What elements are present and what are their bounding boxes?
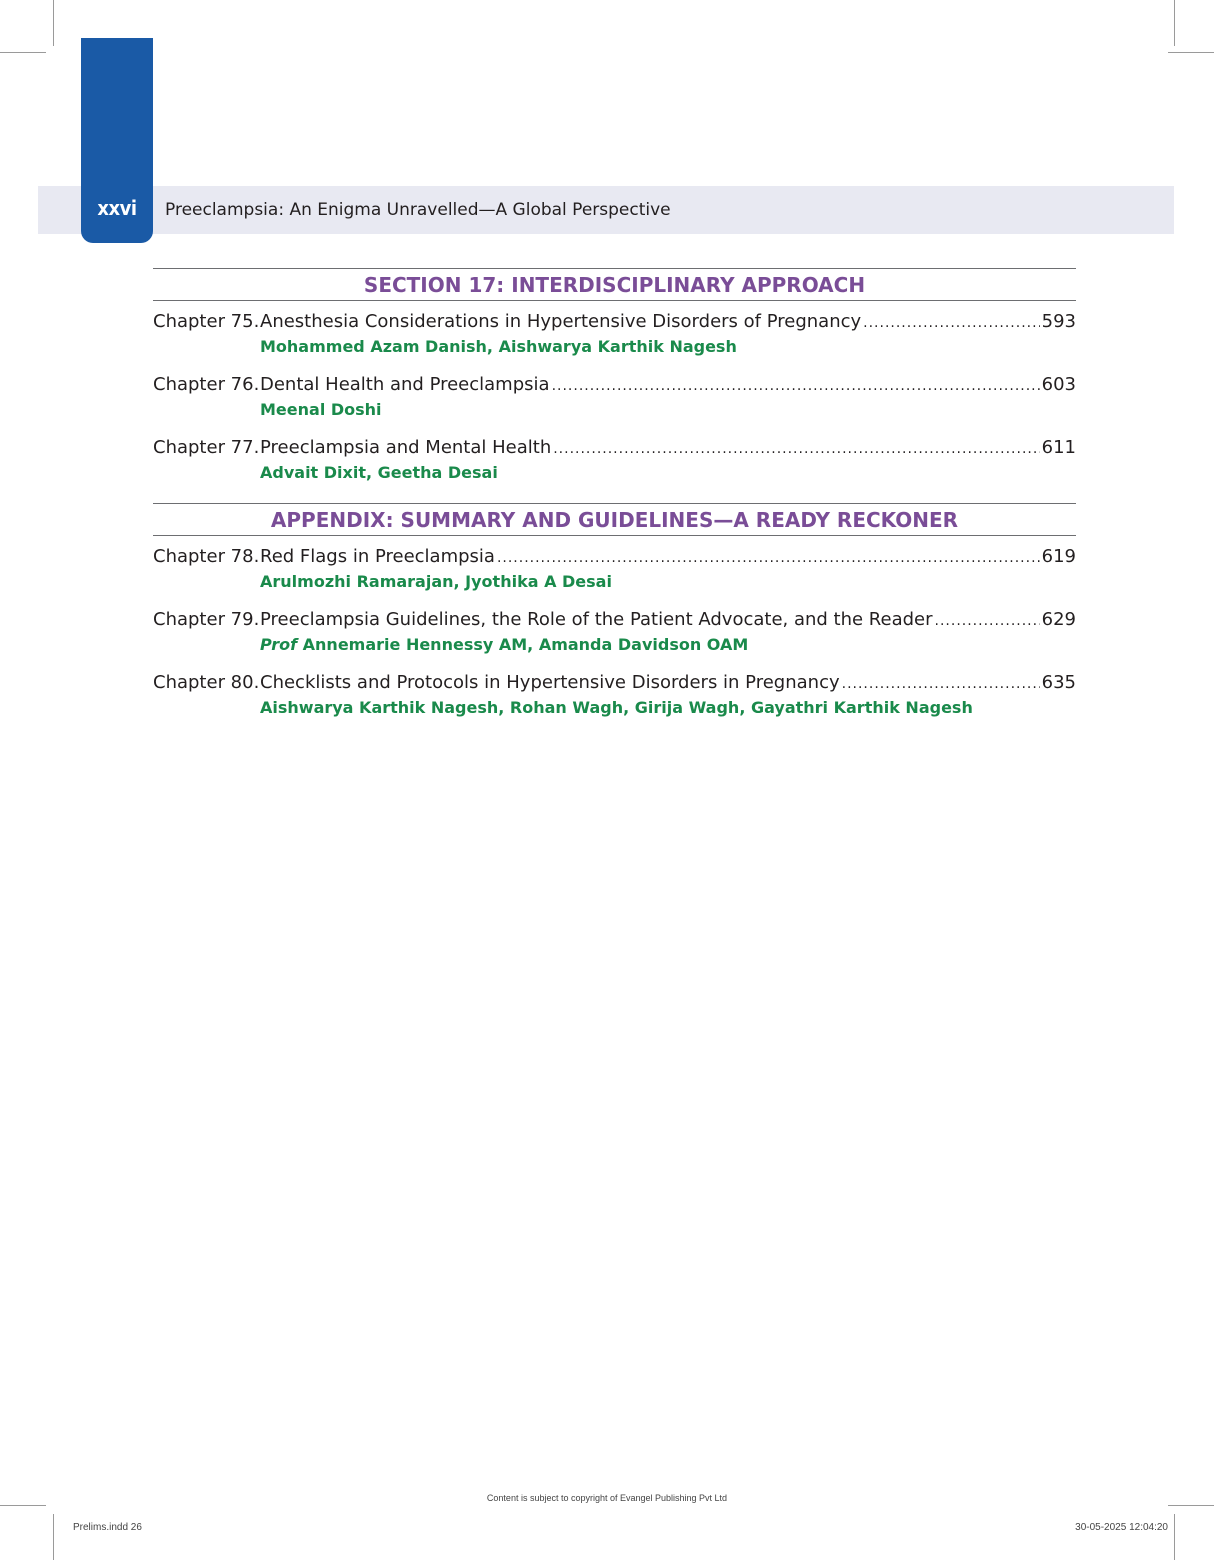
crop-mark [1174, 0, 1175, 46]
author-names: Aishwarya Karthik Nagesh, Rohan Wagh, Girija Wagh, Gayathri Karthik Nagesh [260, 698, 973, 717]
toc-entry [153, 372, 1076, 422]
toc-entry [153, 607, 1076, 657]
chapter-page-number: 629 [1041, 609, 1076, 630]
toc-entry [153, 670, 1076, 720]
chapter-number: Chapter 76. [153, 374, 260, 395]
dot-leader [935, 608, 1040, 634]
chapter-authors [260, 398, 1076, 422]
chapter-authors [260, 335, 1076, 359]
page-number: xxvi [97, 196, 137, 220]
chapter-number: Chapter 78. [153, 546, 260, 567]
chapter-number: Chapter 77. [153, 437, 260, 458]
slug-date-info: 30-05-2025 12:04:20 [1075, 1522, 1168, 1533]
book-title: Preeclampsia: An Enigma Unravelled—A Global Perspective [165, 200, 671, 220]
copyright-notice: Content is subject to copyright of Evangel Publishing Pvt Ltd [486, 1493, 728, 1503]
section-heading: SECTION 17: INTERDISCIPLINARY APPROACH [153, 268, 1076, 301]
toc-entry [153, 544, 1076, 594]
author-names: Advait Dixit, Geetha Desai [260, 463, 498, 482]
author-names: Annemarie Hennessy AM, Amanda Davidson OAM [302, 635, 749, 654]
crop-mark [1174, 1514, 1175, 1560]
section-heading: APPENDIX: SUMMARY AND GUIDELINES—A READY RECKONER [153, 503, 1076, 536]
table-of-contents [153, 268, 1076, 733]
toc-entry [153, 435, 1076, 485]
chapter-title: Checklists and Protocols in Hypertensive Disorders in Pregnancy [260, 672, 840, 693]
chapter-line [153, 670, 1076, 696]
crop-mark [53, 1514, 54, 1560]
chapter-title: Dental Health and Preeclampsia [260, 374, 550, 395]
crop-mark [1168, 52, 1214, 53]
toc-entry [153, 309, 1076, 359]
crop-mark [1168, 1505, 1214, 1506]
chapter-line [153, 435, 1076, 461]
author-names: Mohammed Azam Danish, Aishwarya Karthik Nagesh [260, 337, 737, 356]
chapter-page-number: 611 [1041, 437, 1076, 458]
slug-file-info: Prelims.indd 26 [73, 1522, 142, 1533]
author-title-prefix: Prof [260, 635, 298, 654]
chapter-line [153, 309, 1076, 335]
crop-mark [0, 1505, 46, 1506]
dot-leader [552, 373, 1040, 399]
author-names: Meenal Doshi [260, 400, 382, 419]
chapter-line [153, 544, 1076, 570]
chapter-authors [260, 570, 1076, 594]
crop-mark [0, 52, 46, 53]
chapter-authors [260, 696, 1076, 720]
chapter-number: Chapter 75. [153, 311, 260, 332]
author-names: Arulmozhi Ramarajan, Jyothika A Desai [260, 572, 612, 591]
chapter-title: Anesthesia Considerations in Hypertensive Disorders of Pregnancy [260, 311, 862, 332]
chapter-page-number: 603 [1041, 374, 1076, 395]
chapter-title: Red Flags in Preeclampsia [260, 546, 495, 567]
chapter-number: Chapter 79. [153, 609, 260, 630]
chapter-line [153, 607, 1076, 633]
dot-leader [497, 545, 1040, 571]
chapter-page-number: 593 [1041, 311, 1076, 332]
chapter-page-number: 635 [1041, 672, 1076, 693]
dot-leader [842, 671, 1040, 697]
dot-leader [863, 310, 1039, 336]
chapter-line [153, 372, 1076, 398]
crop-mark [53, 0, 54, 46]
chapter-page-number: 619 [1041, 546, 1076, 567]
dot-leader [553, 436, 1039, 462]
chapter-title: Preeclampsia Guidelines, the Role of the Patient Advocate, and the Reader [260, 609, 933, 630]
chapter-title: Preeclampsia and Mental Health [260, 437, 552, 458]
chapter-authors [260, 633, 1076, 657]
chapter-number: Chapter 80. [153, 672, 260, 693]
chapter-authors [260, 461, 1076, 485]
